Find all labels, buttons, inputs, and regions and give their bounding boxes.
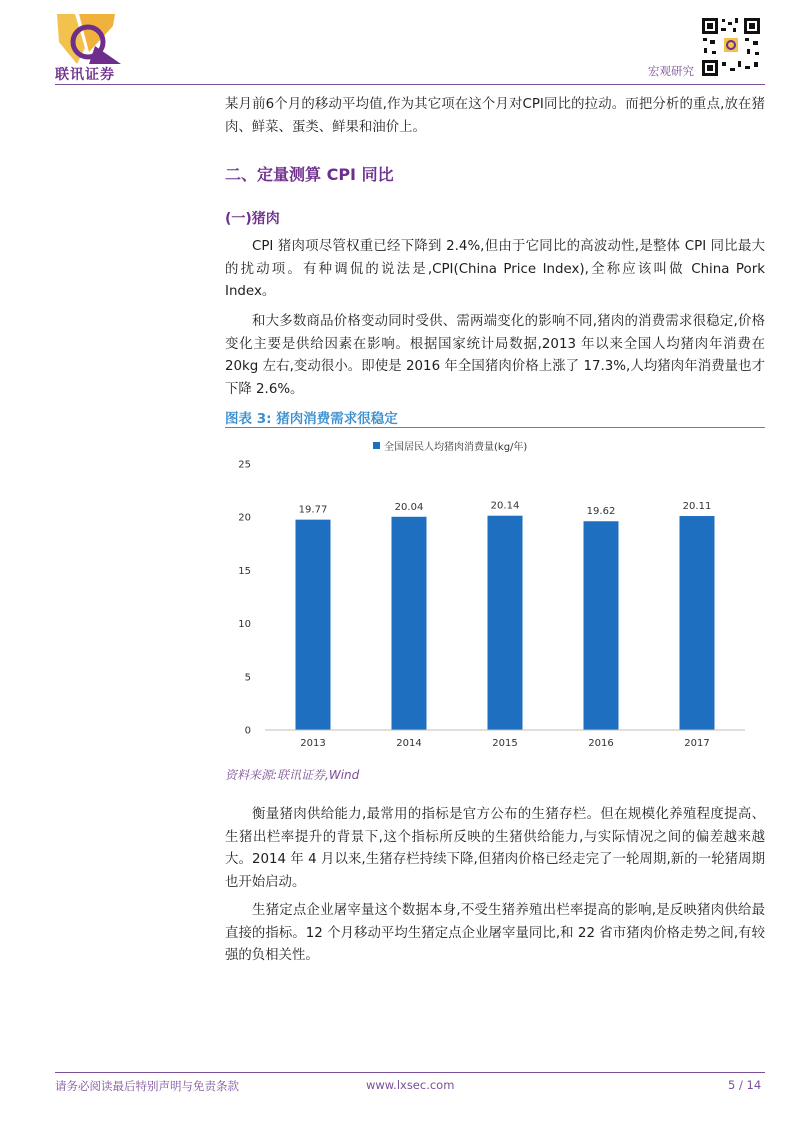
paragraph-3: 衡量猪肉供给能力,最常用的指标是官方公布的生猪存栏。但在规模化养殖程度提高、生猪出栏率提升的背景下,这个指标所反映的生猪供给能力,与实际情况之间的偏差越来越大。2014 年 4 月以来,生猪存栏持续下降,但猪肉价格已经走完了一轮周期,新的一轮猪周期也开始启动。 <box>225 807 765 890</box>
figure-title: 图表 3: 猪肉消费需求很稳定 <box>225 411 398 427</box>
section-title: 二、定量测算 CPI 同比 <box>225 165 394 184</box>
figure-source: 资料来源:联讯证券,Wind <box>225 768 360 782</box>
bar-2014 <box>392 517 427 730</box>
bar-chart <box>225 432 765 762</box>
y-tick-label: 0 <box>244 725 251 737</box>
bar-value-label: 20.04 <box>394 501 424 513</box>
chart-container <box>225 432 765 762</box>
legend-swatch <box>373 442 380 449</box>
paragraph-2: 和大多数商品价格变动同时受供、需两端变化的影响不同,猪肉的消费需求很稳定,价格变化主要是供给因素在影响。根据国家统计局数据,2013 年以来全国人均猪肉年消费在 20kg 左右,变动很小。即使是 2016 年全国猪肉价格上涨了 17.3%,人均猪肉年消费量也才下降 2.6%。 <box>225 314 765 397</box>
footer-divider <box>55 1072 765 1073</box>
bar-2015 <box>488 516 523 730</box>
x-tick-label: 2016 <box>588 738 614 749</box>
qr-code-icon <box>700 16 762 78</box>
bar-value-label: 19.77 <box>298 504 328 516</box>
x-tick-label: 2014 <box>396 738 422 749</box>
bar-2016 <box>584 521 619 730</box>
x-tick-label: 2017 <box>684 738 710 749</box>
logo-mark-icon <box>55 12 125 68</box>
legend-label: 全国居民人均猪肉消费量(kg/年) <box>384 442 528 453</box>
footer-website[interactable]: www.lxsec.com <box>366 1078 455 1092</box>
y-axis <box>238 460 251 737</box>
y-tick-label: 25 <box>238 459 251 471</box>
bar-value-label: 20.14 <box>490 500 520 512</box>
sub-title: (一)猪肉 <box>225 211 280 227</box>
bar-value-label: 20.11 <box>682 501 712 513</box>
x-axis <box>265 730 745 749</box>
y-tick-label: 15 <box>238 565 251 577</box>
company-logo <box>55 12 125 68</box>
header-divider <box>55 84 765 85</box>
bar-2013 <box>296 520 331 730</box>
y-tick-label: 5 <box>244 672 251 684</box>
footer-page-number: 5 / 14 <box>728 1078 762 1092</box>
figure-title-underline <box>225 427 765 428</box>
chart-bars <box>296 501 715 730</box>
y-tick-label: 20 <box>238 512 251 524</box>
bar-value-label: 19.62 <box>586 506 616 518</box>
x-tick-label: 2013 <box>300 738 326 749</box>
intro-paragraph: 某月前6个月的移动平均值,作为其它项在这个月对CPI同比的拉动。而把分析的重点,放在猪肉、鲜菜、蛋类、鲜果和油价上。 <box>225 97 765 135</box>
x-tick-label: 2015 <box>492 738 518 749</box>
section-label: 宏观研究 <box>648 64 694 78</box>
bar-2017 <box>680 516 715 730</box>
qr-code <box>700 16 762 78</box>
paragraph-4: 生猪定点企业屠宰量这个数据本身,不受生猪养殖出栏率提高的影响,是反映猪肉供给最直接的指标。12 个月移动平均生猪定点企业屠宰量同比,和 22 省市猪肉价格走势之间,有较强的负相关性。 <box>225 903 765 963</box>
y-tick-label: 10 <box>238 619 251 631</box>
company-name: 联讯证券 <box>55 67 115 83</box>
footer-disclaimer: 请务必阅读最后特别声明与免责条款 <box>55 1079 239 1093</box>
paragraph-1: CPI 猪肉项尽管权重已经下降到 2.4%,但由于它同比的高波动性,是整体 CPI 同比最大的扰动项。有种调侃的说法是,CPI(China Price Index),全称应该叫做 China Pork Index。 <box>225 239 765 299</box>
chart-legend <box>373 440 527 453</box>
